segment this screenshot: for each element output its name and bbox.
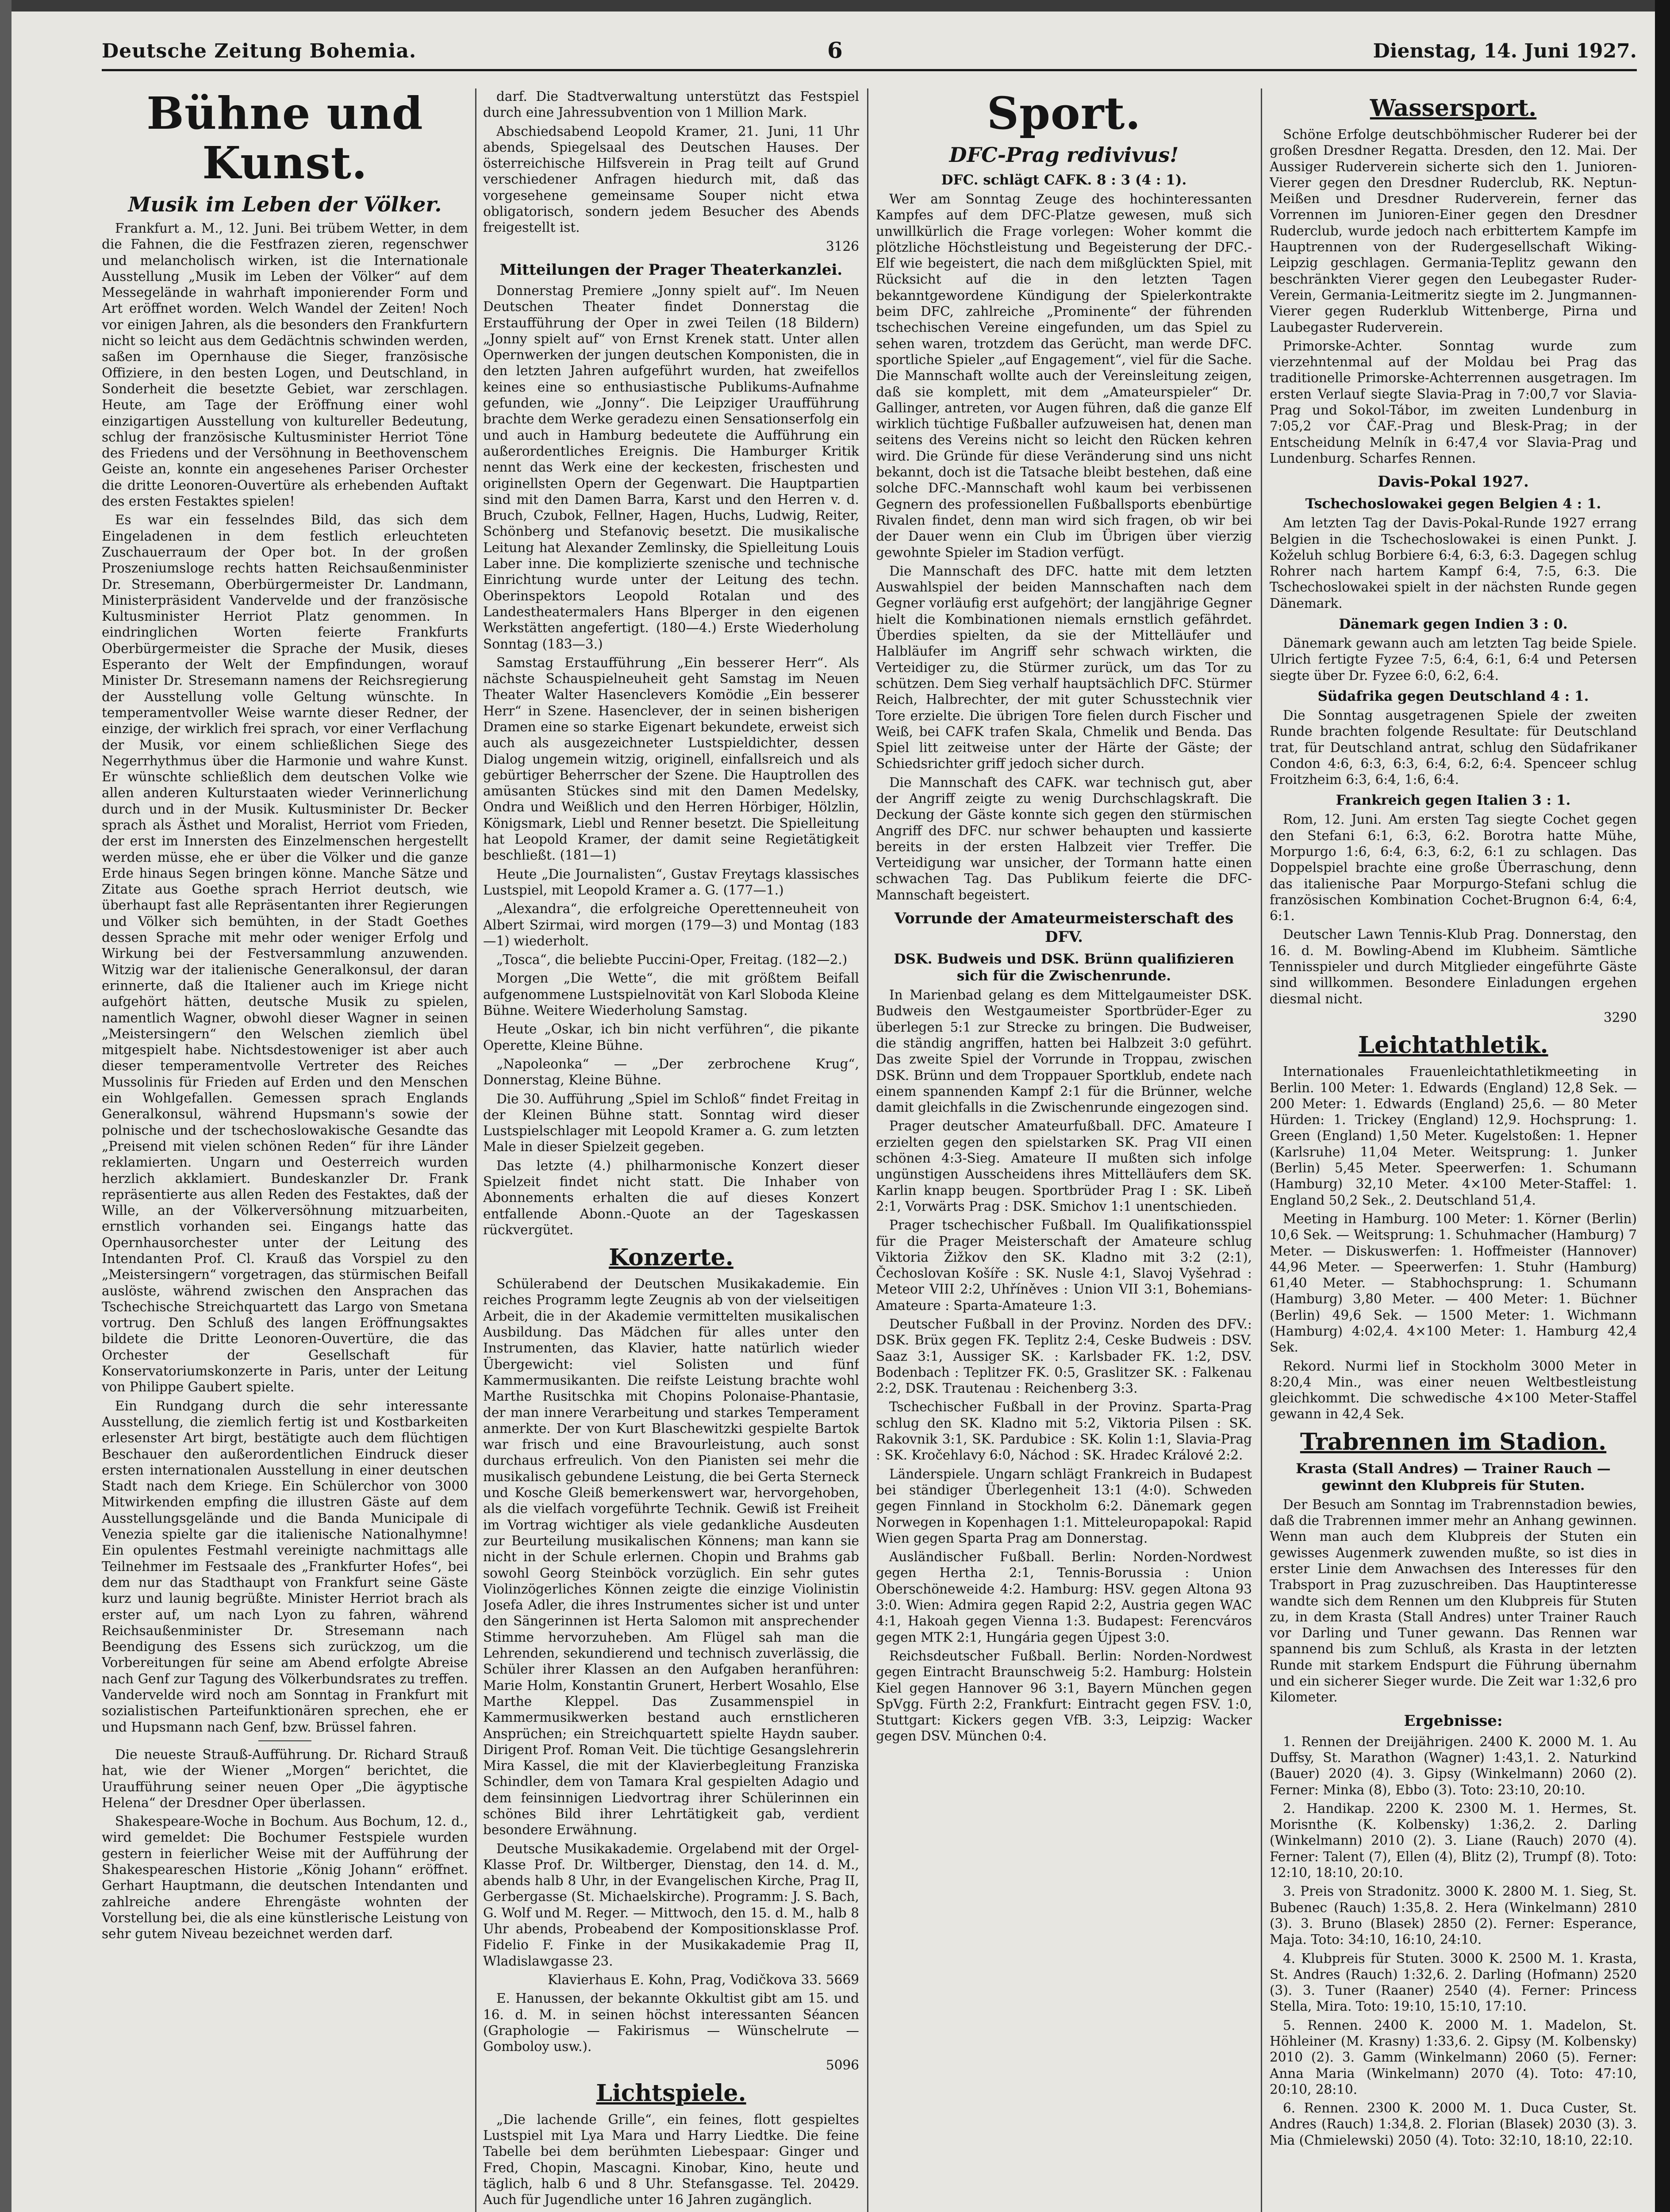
article-paragraph: Donnerstag Premiere „Jonny spielt auf“. Im Neuen Deutschen Theater findet Donnerstag die Erstaufführung der Oper in zwei Teilen (18 Bildern) „Jonny spielt auf“ von Ernst Krenek statt. Unter allen Opernwerken der jungen deutschen Komponisten, die in den letzten Jahren aufgeführt wurden, hat zweifellos keines eine so enthusiastische Publikums-Aufnahme gefunden, wie „Jonny“. Die Leipziger Uraufführung brachte dem Werke geradezu einen Sensationserfolg ein und auch in Hamburg bedeutete die Aufführung ein außerordentliches Ereignis. Die Hamburger Kritik nennt das Werk eine der keckesten, frischesten und originellsten Opern der Gegenwart. Die Hauptpartien sind mit den Damen Barra, Karst und den Herren v. d. Bruch, Czubok, Fellner, Hagen, Huchs, Ludwig, Reiter, Schönberg und Stefanoviç besetzt. Die musikalische Leitung hat Alexander Zemlinsky, die Spielleitung Louis Laber inne. Die komplizierte szenische und technische Einrichtung wurde unter der Leitung des techn. Oberinspektors Leopold Rotalan und des Landestheatermalers Hans Blperger in den eigenen Werkstätten angefertigt. (180—4.) Erste Wiederholung Sonntag (183—3.)	[483, 283, 859, 652]
article-paragraph: 5. Rennen. 2400 K. 2000 M. 1. Madelon, St. Höhleiner (M. Krasny) 1:33,6. 2. Gipsy (M. Kolbensky) 2010 (2). 3. Gamm (Winkelmann) 2060 (5). Ferner: Anna Maria (Winkelmann) 2070 (4). Toto: 47:10, 20:10, 28:10.	[1270, 2017, 1637, 2097]
article-paragraph: E. Hanussen, der bekannte Okkultist gibt am 15. und 16. d. M. in seinen höchst interessanten Séancen (Graphologie — Fakirismus — Wünschelrute — Gomboloy usw.).	[483, 1991, 859, 2055]
scan-border-left	[0, 0, 12, 2212]
article-paragraph: 2. Handikap. 2200 K. 2300 M. 1. Hermes, St. Morisnthe (K. Kolbensky) 1:36,2. 2. Darling (Winkelmann) 2010 (2). 3. Liane (Rauch) 2070 (4). Ferner: Talent (7), Ellen (4), Blitz (2), Trumpf (8). Toto: 12:10, 18:10, 20:10.	[1270, 1801, 1637, 1881]
section-heading: Wassersport.	[1370, 95, 1537, 122]
article-paragraph: Shakespeare-Woche in Bochum. Aus Bochum, 12. d., wird gemeldet: Die Bochumer Festspiele wurden gestern in feierlicher Weise mit der Aufführung der Shakespeareschen Historie „König Johann“ eröffnet. Gerhart Hauptmann, die deutschen Intendanten und zahlreiche andere Ehrengäste wohnten der Vorstellung bei, die als eine künstlerische Leistung von sehr gutem Niveau bezeichnet werden darf.	[102, 1814, 468, 1942]
page-number: 6	[827, 37, 843, 63]
article-headline: Vorrunde der Amateurmeisterschaft des DFV.	[894, 910, 1234, 946]
article-paragraph: Frankfurt a. M., 12. Juni. Bei trübem Wetter, in dem die Fahnen, die die Festfrazen zieren, regenschwer und melancholisch wirken, ist die Internationale Ausstellung „Musik im Leben der Völker“ auf dem Messegelände in wahrhaft imponierender Form und Art eröffnet worden. Welch Wandel der Zeiten! Noch vor einigen Jahren, als die besonders den Frankfurtern nicht so leicht aus dem Gedächtnis schwinden werden, saßen im Opernhause die Sieger, französische Offiziere, in den besten Logen, und Deutschland, in Sonderheit die besetzte Gebiet, war zerschlagen. Heute, am Tage der Eröffnung einer wohl einzigartigen Ausstellung von kultureller Bedeutung, schlug der französische Kultusminister Herriot Töne des Friedens und der Versöhnung in Beethovenschem Geiste an, konnte ein angesehenes Pariser Orchester die dritte Leonoren-Ouvertüre als erhebenden Auftakt des ersten Festaktes spielen!	[102, 221, 468, 509]
article-paragraph: Morgen „Die Wette“, die mit größtem Beifall aufgenommene Lustspielnovität von Karl Sloboda Kleine Bühne. Weitere Wiederholung Samstag.	[483, 971, 859, 1018]
section-heading: Konzerte.	[609, 1244, 733, 1271]
article-subheadline: Südafrika gegen Deutschland 4 : 1.	[1317, 688, 1589, 704]
article-paragraph: Die Mannschaft des CAFK. war technisch gut, aber der Angriff zeigte zu wenig Durchschlagskraft. Die Deckung der Gäste konnte sich gegen den stürmischen Angriff des DFC. nur schwer behaupten und kassierte bereits in der ersten Halbzeit vier Treffer. Die Verteidigung war unsicher, der Tormann hatte einen schwachen Tag. Das Publikum feierte die DFC-Mannschaft begeistert.	[876, 775, 1252, 902]
article-paragraph: Der Besuch am Sonntag im Trabrennstadion bewies, daß die Trabrennen immer mehr an Anhang gewinnen. Wenn man auch dem Klubpreis der Stuten ein gewisses Augenmerk zuwenden mußte, so ist dies in erster Linie dem Anwachsen des Interesses für den Trabsport in Prag zuzuschreiben. Das Hauptinteresse wandte sich dem Rennen um den Klubpreis für Stuten zu, in dem Krasta (Stall Andres) unter Trainer Rauch vor Darling und Tuner gewann. Das Rennen war spannend bis zum Schluß, als Krasta in der letzten Runde mit starkem Endspurt die Führung übernahm und ein sicherer Sieger wurde. Die Zeit war 1:32,6 pro Kilometer.	[1270, 1497, 1637, 1705]
article-paragraph: Dänemark gewann auch am letzten Tag beide Spiele. Ulrich fertigte Fyzee 7:5, 6:4, 6:1, 6:4 und Petersen siegte über Dr. Fyzee 6:0, 6:2, 6:4.	[1270, 636, 1637, 683]
article-paragraph: Die 30. Aufführung „Spiel im Schloß“ findet Freitag in der Kleinen Bühne statt. Sonntag wird dieser Lustspielschlager mit Leopold Kramer a. G. zum letzten Male in dieser Spielzeit gegeben.	[483, 1091, 859, 1155]
reference-code: Klavierhaus E. Kohn, Prag, Vodičkova 33. 5669	[548, 1972, 859, 1987]
article-headline: Ergebnisse:	[1404, 1712, 1503, 1730]
column-2	[483, 88, 859, 2212]
scan-border-right	[1655, 0, 1670, 2212]
article-paragraph: Deutscher Fußball in der Provinz. Norden des DFV.: DSK. Brüx gegen FK. Teplitz 2:4, Ceske Budweis : DSV. Saaz 3:1, Aussiger SK. : Karlsbader FK. 1:2, DSV. Bodenbach : Teplitzer FK. 0:5, Graslitzer SK. : Falkenau 2:2, DSK. Trautenau : Reichenberg 3:3.	[876, 1317, 1252, 1396]
reference-code: 3126	[825, 238, 859, 254]
section-heading: Leichtathletik.	[1358, 1032, 1548, 1059]
article-paragraph: Schülerabend der Deutschen Musikakademie. Ein reiches Programm legte Zeugnis ab von der vielseitigen Arbeit, die in der Akademie vermittelten musikalischen Ausbildung. Das Mädchen für alles unter den Instrumenten, das Klavier, hatte natürlich wieder Übergewicht: viel Solisten und fünf Kammermusikanten. Die reifste Leistung brachte wohl Marthe Rusitschka mit Chopins Polonaise-Phantasie, der man innere Verarbeitung und starkes Temperament anmerkte. Der von Kurt Blaschewitzki gespielte Bartok war frisch und eine Bravourleistung, auch sonst durchaus erfreulich. Von den Pianisten sei mehr die musikalisch gebundene Leistung, die bei Gerta Sterneck und Kosche Gleiß bemerkenswert war, hervorgehoben, als die vielfach vorgeführte Technik. Gewiß ist Freiheit im Vortrag wichtiger als viele gedankliche Ausdeuten zur Beurteilung musikalischen Könnens; man kann sie nicht in der Schule erlernen. Chopin und Brahms gab sowohl Georg Steinböck vorzüglich. Ein sehr gutes Violinzögerliches Können zeigte die einzige Violinistin Josefa Adler, die ihres Instrumentes sicher ist und unter den Sängerinnen ist Herta Salomon mit ansprechender Stimme hervorzuheben. Am Flügel sah man die Lehrenden, sekundierend und technisch zuverlässig, die Schüler ihrer Klassen an den Aufgaben heranführen: Marie Holm, Konstantin Grunert, Herbert Wosahlo, Else Marthe Kleppel. Das Zusammenspiel in Kammermusikwerken bestand auch ernstlicheren Ansprüchen; ein Streichquartett spielte Haydn sauber. Dirigent Prof. Roman Veit. Die tüchtige Gesangslehrerin Mira Kassel, die mit der Klavierbegleitung Franziska Schindler, dem von Tamara Kral gespielten Adagio und dem feinsinnigen Liedvortrag ihrer Schülerinnen ein schönes Bild ihrer Lehrtätigkeit gab, verdient besondere Erwähnung.	[483, 1276, 859, 1838]
article-headline: Mitteilungen der Prager Theaterkanzlei.	[499, 261, 843, 279]
issue-date: Dienstag, 14. Juni 1927.	[1373, 40, 1637, 62]
article-paragraph: Tschechischer Fußball in der Provinz. Sparta-Prag schlug den SK. Kladno mit 5:2, Viktoria Pilsen : SK. Rakovnik 3:1, SK. Pardubice : SK. Kolin 1:1, Slavia-Prag : SK. Kročehlavy 6:0, Náchod : SK. Hradec Králové 2:2.	[876, 1399, 1252, 1463]
reference-code: 3290	[1603, 1010, 1637, 1025]
article-paragraph: Wer am Sonntag Zeuge des hochinteressanten Kampfes auf dem DFC-Platze gewesen, muß sich unwillkürlich die Frage vorlegen: Woher kommt die plötzliche Höchstleistung und Begeisterung der DFC.-Elf wie begeistert, die nach dem mißglückten Spiel, mit Rücksicht auf die in den letzten Tagen bekanntgewordene Kündigung der Spielerkontrakte beim DFC, zahlreiche „Prominente“ der führenden tschechischen Vereine eingefunden, um das Spiel zu sehen waren, trotzdem das Gerücht, man werde DFC. sportliche Spieler „auf Engagement“, viel für die Sache. Die Mannschaft wollte auch der Vereinsleitung zeigen, daß sie komplett, mit dem „Amateurspieler“ Dr. Gallinger, antreten, vor Augen führen, daß die ganze Elf wirklich tüchtige Fußballer aufzuweisen hat, denen man seitens des Vereins nicht so leicht den Rücken kehren wird. Die Gründe für diese Veränderung sind uns nicht bekannt, doch ist die Tatsache bleibt bestehen, daß eine solche DFC.-Mannschaft wohl kaum bei verbissenen Gegnern des professionellen Fußballsports ebenbürtige Rivalen findet, denn man wird sich fragen, ob wir bei der Dauer wenn ein Club im Übrigen über vierzig gewohnte Spieler im Stadion verfügt.	[876, 192, 1252, 560]
separator-rule	[258, 1740, 311, 1741]
article-headline: DFC-Prag redivivus!	[949, 143, 1179, 167]
reference-code: 5096	[825, 2058, 859, 2073]
article-subheadline: DFC. schlägt CAFK. 8 : 3 (4 : 1).	[941, 172, 1187, 188]
scan-border-top	[0, 0, 1670, 12]
column-1	[102, 88, 468, 2212]
paper-name: Deutsche Zeitung Bohemia.	[102, 40, 417, 62]
article-paragraph: 1. Rennen der Dreijährigen. 2400 K. 2000 M. 1. Au Duffsy, St. Marathon (Wagner) 1:43,1. 2. Naturkind (Bauer) 2020 (4). 3. Gipsy (Winkelmann) 2060 (2). Ferner: Minka (8), Ebbo (3). Toto: 23:10, 20:10.	[1270, 1734, 1637, 1797]
article-paragraph: In Marienbad gelang es dem Mittelgaumeister DSK. Budweis den Westgaumeister Sportbrüder-Eger zu überlegen 5:1 zur Strecke zu bringen. Die Budweiser, die ständig angriffen, hatten bei Halbzeit 3:0 geführt. Das zweite Spiel der Vorrunde in Troppau, zwischen DSK. Brünn und dem Troppauer Sportklub, endete nach einem spannenden Kampf 2:1 für die Brünner, welche damit gleichfalls in die Zwischenrunde eingezogen sind.	[876, 987, 1252, 1115]
article-paragraph: Das letzte (4.) philharmonische Konzert dieser Spielzeit findet nicht statt. Die Inhaber von Abonnements erhalten die auf dieses Konzert entfallende Abonn.-Quote an der Tageskassen rückvergütet.	[483, 1158, 859, 1237]
section-heading: Lichtspiele.	[596, 2079, 746, 2107]
article-paragraph: 3. Preis von Stradonitz. 3000 K. 2800 M. 1. Sieg, St. Bubenec (Rauch) 1:35,8. 2. Hera (Winkelmann) 2810 (3). 3. Bruno (Blasek) 2850 (2). Ferner: Esperance, Maja. Toto: 34:10, 16:10, 24:10.	[1270, 1884, 1637, 1947]
section-heading: Sport.	[987, 88, 1141, 139]
article-subheadline: Tschechoslowakei gegen Belgien 4 : 1.	[1305, 496, 1601, 512]
section-heading: Trabrennen im Stadion.	[1300, 1428, 1607, 1455]
article-paragraph: Heute „Oskar, ich bin nicht verführen“, die pikante Operette, Kleine Bühne.	[483, 1022, 859, 1053]
article-paragraph: Heute „Die Journalisten“, Gustav Freytags klassisches Lustspiel, mit Leopold Kramer a. G. (177—1.)	[483, 866, 859, 898]
article-paragraph: Die neueste Strauß-Aufführung. Dr. Richard Strauß hat, wie der Wiener „Morgen“ berichtet, die Uraufführung seiner neuen Oper „Die ägyptische Helena“ der Dresdner Oper überlassen.	[102, 1747, 468, 1810]
article-paragraph: Deutscher Lawn Tennis-Klub Prag. Donnerstag, den 16. d. M. Bowling-Abend im Klubheim. Sämtliche Tennisspieler und durch Mitglieder eingeführte Gäste sind willkommen. Besondere Einladungen ergehen diesmal nicht.	[1270, 927, 1637, 1006]
article-headline: Musik im Leben der Völker.	[128, 192, 442, 216]
article-paragraph: Prager deutscher Amateurfußball. DFC. Amateure I erzielten gegen den spielstarken SK. Prag VII einen schönen 4:3-Sieg. Amateure II mußten sich infolge ungünstigen Ausscheidens ihres Mittelläufers dem SK. Karlin knapp beugen. Sportbrüder Prag I : SK. Libeň 2:1, Vorwärts Prag : DSK. Smichov 1:1 unentschieden.	[876, 1118, 1252, 1214]
article-subheadline: Dänemark gegen Indien 3 : 0.	[1339, 616, 1568, 633]
article-paragraph: Ausländischer Fußball. Berlin: Norden-Nordwest gegen Hertha 2:1, Tennis-Borussia : Union Oberschöneweide 4:2. Hamburg: HSV. gegen Altona 93 3:0. Wien: Admira gegen Rapid 2:2, Austria gegen WAC 4:1, Hakoah gegen Vienna 1:3. Budapest: Ferencváros gegen MTK 2:1, Hungária gegen Újpest 3:0.	[876, 1549, 1252, 1645]
masthead	[102, 35, 1637, 75]
article-paragraph: „Tosca“, die beliebte Puccini-Oper, Freitag. (182—2.)	[496, 952, 848, 968]
article-paragraph: Rekord. Nurmi lief in Stockholm 3000 Meter in 8:20,4 Min., was einer neuen Weltbestleistung gleichkommt. Die schwedische 4×100 Meter-Staffel gewann in 42,4 Sek.	[1270, 1358, 1637, 1422]
column-3	[876, 88, 1252, 2212]
article-paragraph: Schöne Erfolge deutschböhmischer Ruderer bei der großen Dresdner Regatta. Dresden, den 12. Mai. Der Aussiger Ruderverein sicherte sich den 1. Junioren-Vierer gegen den Dresdner Ruderclub, RK. Neptun-Meißen und Dresdner Ruderverein, ferner das Vorrennen im Junioren-Einer gegen den Dresdner Ruderclub, wurde jedoch nach erbittertem Kampfe im Hauptrennen von der Rudergesellschaft Wiking-Leipzig geschlagen. Germania-Teplitz gewann den beschränkten Vierer gegen den Leubegaster Ruder-Verein, Germania-Leitmeritz siegte im 2. Jungmannen-Vierer gegen Ruderklub Wittenberge, Pirna und Laubegaster Ruderverein.	[1270, 127, 1637, 335]
article-paragraph: Meeting in Hamburg. 100 Meter: 1. Körner (Berlin) 10,6 Sek. — Weitsprung: 1. Schuhmacher (Hamburg) 7 Meter. — Diskuswerfen: 1. Hoffmeister (Hannover) 44,96 Meter. — Speerwerfen: 1. Stuhr (Hamburg) 61,40 Meter. — Stabhochsprung: 1. Schumann (Hamburg) 3,80 Meter. — 400 Meter: 1. Büchner (Berlin) 49,6 Sek. — 1500 Meter: 1. Wichmann (Hamburg) 4:02,4. 4×100 Meter: 1. Hamburg 42,4 Sek.	[1270, 1211, 1637, 1355]
article-subheadline: Frankreich gegen Italien 3 : 1.	[1336, 792, 1571, 809]
article-paragraph: Abschiedsabend Leopold Kramer, 21. Juni, 11 Uhr abends, Spiegelsaal des Deutschen Hauses. Der österreichische Hilfsverein in Prag teilt auf Grund verschiedener Anfragen hiedurch mit, daß das vorgesehene gemeinsame Souper nicht etwa obligatorisch, sondern jedem Besucher des Abends freigestellt ist.	[483, 123, 859, 235]
article-paragraph: Am letzten Tag der Davis-Pokal-Runde 1927 errang Belgien in die Tschechoslowakei is einen Punkt. J. Koželuh schlug Borbiere 6:4, 6:3, 6:3. Dagegen schlug Rohrer nach hartem Kampf 6:4, 7:5, 6:3. Die Tschechoslowakei spielt in der nächsten Runde gegen Dänemark.	[1270, 515, 1637, 611]
article-paragraph: Die Mannschaft des DFC. hatte mit dem letzten Auswahlspiel der beiden Mannschaften nach dem Gegner vorläufig erst aufgehört; der langjährige Gegner hielt die Kombinationen niemals ernstlich gefährdet. Überdies spielten, da sie der Mittelläufer und Halbläufer im Angriff sehr schwach wirkten, die Verteidiger zu, die Stürmer zurück, um das Tor zu schützen. Dem Sieg verhalf hauptsächlich DFC. Stürmer Reich, Halbrechter, der mit guter Schusstechnik vier Tore erzielte. Die übrigen Tore fielen durch Fischer und Weiß, bei CAFK trafen Skala, Chmelik und Benda. Das Spiel litt zeitweise unter der Härte der Gäste; der Schiedsrichter griff jedoch sicher durch.	[876, 563, 1252, 772]
article-paragraph: Primorske-Achter. Sonntag wurde zum vierzehntenmal auf der Moldau bei Prag das traditionelle Primorske-Achterrennen ausgetragen. Im ersten Verlauf siegte Slavia-Prag in 7:00,7 vor Slavia-Prag und Sokol-Tábor, im zweiten Lundenburg in 7:05,2 vor ČAF.-Prag und Blesk-Prag; in der Entscheidung Melník in 6:47,4 vor Slavia-Prag und Lundenburg. Scharfes Rennen.	[1270, 338, 1637, 466]
article-paragraph: Länderspiele. Ungarn schlägt Frankreich in Budapest bei ständiger Überlegenheit 13:1 (4:0). Schweden gegen Finnland in Stockholm 6:2. Dänemark gegen Norwegen in Kopenhagen 1:1. Mitteleuropapokal: Rapid Wien gegen Sparta Prag am Donnerstag.	[876, 1466, 1252, 1546]
article-paragraph: Prager tschechischer Fußball. Im Qualifikationsspiel für die Prager Meisterschaft der Amateure schlug Viktoria Žižkov den SK. Kladno mit 3:2 (2:1), Čechoslovan Košíře : SK. Nusle 4:1, Slavoj Vyšehrad : Meteor VIII 2:2, Uhříněves : Union VII 3:1, Bohemians-Amateure : Sparta-Amateure 1:3.	[876, 1217, 1252, 1313]
article-paragraph: Rom, 12. Juni. Am ersten Tag siegte Cochet gegen den Stefani 6:1, 6:3, 6:2. Borotra hatte Mühe, Morpurgo 1:6, 6:4, 6:3, 6:2, 6:1 zu schlagen. Das Doppelspiel brachte eine große Überraschung, denn das italienische Paar Morpurgo-Stefani schlug die französischen Kombination Cochet-Brugnon 6:4, 6:4, 6:1.	[1270, 812, 1637, 924]
article-paragraph: 6. Rennen. 2300 K. 2000 M. 1. Duca Custer, St. Andres (Rauch) 1:34,8. 2. Florian (Blasek) 2030 (3). 3. Mia (Chmielewski) 2050 (4). Toto: 32:10, 18:10, 22:10.	[1270, 2101, 1637, 2148]
column-4	[1270, 88, 1637, 2212]
article-subheadline: DSK. Budweis und DSK. Brünn qualifizieren sich für die Zwischenrunde.	[894, 951, 1234, 984]
article-paragraph: darf. Die Stadtverwaltung unterstützt das Festspiel durch eine Jahressubvention von 1 Million Mark.	[483, 89, 859, 120]
column-divider	[475, 88, 476, 2212]
article-paragraph: „Die lachende Grille“, ein feines, flott gespieltes Lustspiel mit Lya Mara und Harry Liedtke. Die feine Tabelle bei dem berühmten Liebespaar: Ginger und Fred, Chopin, Mascagni. Kinobar, Kino, heute und täglich, halb 6 und 8 Uhr. Stefansgasse. Tel. 20429. Auch für Jugendliche unter 16 Jahren zugänglich.	[483, 2112, 859, 2208]
section-heading: Bühne und Kunst.	[146, 88, 423, 189]
article-paragraph: Die Sonntag ausgetragenen Spiele der zweiten Runde brachten folgende Resultate: für Deutschland trat, für Deutschland antrat, schlug den Südafrikaner Condon 4:6, 6:3, 6:3, 6:4, 6:2, 6:4. Spenceer schlug Froitzheim 6:3, 6:4, 1:6, 6:4.	[1270, 707, 1637, 787]
article-headline: Davis-Pokal 1927.	[1378, 473, 1529, 491]
article-paragraph: Es war ein fesselndes Bild, das sich dem Eingeladenen in dem festlich erleuchteten Zuschauerraum der Oper bot. In der großen Proszeniumsloge rechts hatten Reichsaußenminister Dr. Stresemann, Oberbürgermeister Dr. Landmann, Ministerpräsident Vandervelde und der französische Kultusminister Herriot Platz genommen. In eindringlichen Worten feierte Frankfurts Oberbürgermeister die Sprache der Musik, dieses Esperanto der Welt der Empfindungen, worauf Minister Dr. Stresemann namens der Reichsregierung der Ausstellung volle Geltung wünschte. In temperamentvoller Weise warnte dieser Redner, der einzige, der wirklich frei sprach, vor einer Verflachung der Musik, vor einem schließlichen Siege des Negerrhythmus über die Harmonie und wahre Kunst. Er wünschte schließlich dem deutschen Volke wie allen anderen Kulturstaaten wieder Verinnerlichung durch und in der Musik. Kultusminister Dr. Becker sprach als Ästhet und Moralist, Herriot vom Frieden, der erst im Innersten des Einzelmenschen hergestellt werden müsse, ehe er über die Völker und die ganze Erde hinaus Segen bringen könne. Manche Sätze und Zitate aus Goethe sprach Herriot deutsch, wie überhaupt fast alle Repräsentanten ihrer Regierungen und Völker sich bemühten, in der Stadt Goethes dessen Sprache mit mehr oder weniger Erfolg und Wirkung bei der Festversammlung anzuwenden. Witzig war der italienische Generalkonsul, der daran erinnerte, daß die Italiener auch im Kriege nicht aufgehört hätten, deutsche Musik zu spielen, namentlich Wagner, obwohl dieser Wagner in seinen „Meistersingern“ den Welschen ziemlich übel mitgespielt habe. Nichtsdestoweniger ist aber auch dieser temperamentvolle Vertreter des Reiches Mussolinis für Frieden auf Erden und den Menschen ein Wohlgefallen. Gemessen sprach Englands Generalkonsul, während Hupsmann's sowie der polnische und der tschechoslowakische Gesandte das „Preisend mit vielen schönen Reden“ für ihre Länder reklamierten. Ungarn und Oesterreich wurden herzlich akklamiert. Bundeskanzler Dr. Frank repräsentierte aus allen Reden des Festaktes, daß der Wille, an der Völkerversöhnung mitzuarbeiten, ernstlich vorhanden sei. Eingangs hatte das Opernhausorchester unter der Leitung des Intendanten Prof. Cl. Krauß das Vorspiel zu den „Meistersingern“ vorgetragen, das stürmischen Beifall auslöste, während zwischen den Ansprachen das Tschechische Streichquartett das Largo von Smetana vortrug. Den Schluß des langen Eröffnungsaktes bildete die Dritte Leonoren-Ouvertüre, die das Orchester der Gesellschaft für Konservatoriumskonzerte in Paris, unter der Leitung von Philippe Gaubert spielte.	[102, 512, 468, 1395]
masthead-rule	[102, 69, 1637, 71]
column-divider	[867, 88, 868, 2212]
article-paragraph: Ein Rundgang durch die sehr interessante Ausstellung, die ziemlich fertig ist und Kostbarkeiten erlesenster Art birgt, bestätigte auch dem flüchtigen Beschauer den außerordentlichen Eindruck dieser ersten internationalen Ausstellung in einer deutschen Stadt nach dem Kriege. Ein Schülerchor von 3000 Mitwirkenden empfing die illustren Gäste auf dem Ausstellungsgelände und die Banda Municipale di Venezia spielte gar die italienische Nationalhymne! Ein opulentes Festmahl vereinigte nachmittags alle Teilnehmer im Festsaale des „Frankfurter Hofes“, bei dem nur das Stadthaupt von Frankfurt seine Gäste kurz und launig begrüßte. Minister Herriot brach als erster auf, um nach Lyon zu fahren, während Reichsaußenminister Dr. Stresemann nach Beendigung des Essens sich zurückzog, um die Vorbereitungen für seine am Abend erfolgte Abreise nach Genf zur Tagung des Völkerbundsrates zu treffen. Vandervelde wird noch am Sonntag in Frankfurt mit sozialistischen Parteifunktionären sprechen, ehe er und Hupsmann nach Genf, bzw. Brüssel fahren.	[102, 1398, 468, 1735]
article-paragraph: „Alexandra“, die erfolgreiche Operettenneuheit von Albert Szirmai, wird morgen (179—3) und Montag (183—1) wiederholt.	[483, 901, 859, 949]
article-subheadline: Krasta (Stall Andres) — Trainer Rauch — gewinnt den Klubpreis für Stuten.	[1296, 1460, 1611, 1494]
article-paragraph: Reichsdeutscher Fußball. Berlin: Norden-Nordwest gegen Eintracht Braunschweig 5:2. Hamburg: Holstein Kiel gegen Hannover 96 3:1, Bayern München gegen SpVgg. Fürth 2:2, Frankfurt: Eintracht gegen FSV. 1:0, Stuttgart: Kickers gegen VfB. 3:3, Leipzig: Wacker gegen DSV. München 0:4.	[876, 1648, 1252, 1744]
article-paragraph: 4. Klubpreis für Stuten. 3000 K. 2500 M. 1. Krasta, St. Andres (Rauch) 1:32,6. 2. Darling (Hofmann) 2520 (3). 3. Tuner (Raaner) 2540 (4). Ferner: Princess Stella, Mira. Toto: 19:10, 15:10, 17:10.	[1270, 1951, 1637, 2014]
article-paragraph: Deutsche Musikakademie. Orgelabend mit der Orgel-Klasse Prof. Dr. Wiltberger, Dienstag, den 14. d. M., abends halb 8 Uhr, in der Evangelischen Kirche, Prag II, Gerbergasse (St. Michaelskirche). Programm: J. S. Bach, G. Wolf und M. Reger. — Mittwoch, den 15. d. M., halb 8 Uhr abends, Probeabend der Kompositionsklasse Prof. Fidelio F. Finke in der Musikakademie Prag II, Wladislawgasse 23.	[483, 1841, 859, 1969]
article-paragraph: „Napoleonka“ — „Der zerbrochene Krug“, Donnerstag, Kleine Bühne.	[483, 1056, 859, 1088]
article-paragraph: Samstag Erstaufführung „Ein besserer Herr“. Als nächste Schauspielneuheit geht Samstag im Neuen Theater Walter Hasenclevers Komödie „Ein besserer Herr“ in Szene. Hasenclever, der in seinen bisherigen Dramen eine so starke Eigenart bekundete, erweist sich auch als ausgezeichneter Lustspieldichter, dessen Dialog ungemein witzig, originell, einfallsreich und als gebürtiger Beherrscher der Szene. Die Hauptrollen des amüsanten Stückes sind mit den Damen Medelsky, Ondra und Weißlich und den Herren Hörbiger, Hölzlin, Königsmark, Liebl und Renner besetzt. Die Spielleitung hat Leopold Kramer, der damit seine Regietätigkeit beschließt. (181—1)	[483, 655, 859, 863]
article-paragraph: Internationales Frauenleichtathletikmeeting in Berlin. 100 Meter: 1. Edwards (England) 12,8 Sek. — 200 Meter: 1. Edwards (England) 25,6. — 80 Meter Hürden: 1. Trickey (England) 12,9. Hochsprung: 1. Green (England) 1,50 Meter. Kugelstoßen: 1. Hepner (Karlsruhe) 11,04 Meter. Weitsprung: 1. Junker (Berlin) 5,45 Meter. Speerwerfen: 1. Schumann (Hamburg) 32,10 Meter. 4×100 Meter-Staffel: 1. England 50,2 Sek., 2. Deutschland 51,4.	[1270, 1064, 1637, 1208]
column-divider	[1261, 88, 1262, 2212]
